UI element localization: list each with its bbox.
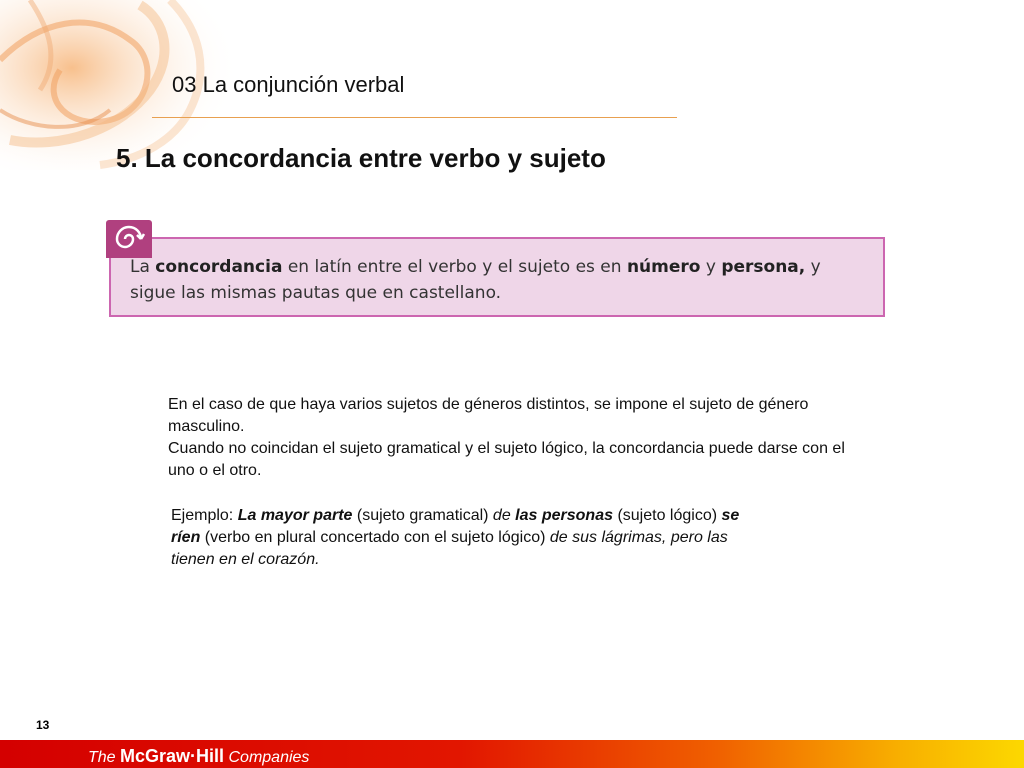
slide-heading: 5. La concordancia entre verbo y sujeto	[116, 143, 606, 173]
example-subject: La mayor parte	[237, 507, 353, 524]
paragraph-genero: En el caso de que haya varios sujetos de géneros distintos, se impone el sujeto de género masculino.	[168, 396, 809, 435]
callout-text: La concordancia en latín entre el verbo y el sujeto es en número y persona, y sigue las mismas pautas que en castellano.	[130, 257, 821, 303]
paragraph-sujeto-logico: Cuando no coincidan el sujeto gramatical y el sujeto lógico, la concordancia puede darse con el uno o el otro.	[168, 440, 845, 479]
publisher-logo: The McGraw·Hill Companies	[88, 746, 310, 766]
example-logical-subject: las personas	[515, 507, 613, 524]
section-title: 03 La conjunción verbal	[172, 72, 405, 97]
spiral-arrow-icon	[106, 220, 152, 258]
title-divider	[152, 117, 677, 118]
term-persona: persona,	[721, 257, 806, 277]
page-number: 13	[36, 718, 50, 732]
example-text: Ejemplo: La mayor parte (sujeto gramatical) de las personas (sujeto lógico) se ríen (verbo en plural concertado con el sujeto lógico) de sus lágrimas, pero las tienen en el corazón.	[171, 507, 740, 568]
term-numero: número	[626, 257, 701, 277]
body-text	[168, 394, 858, 482]
example-verb: se ríen	[171, 507, 740, 546]
term-concordancia: concordancia	[155, 257, 283, 277]
